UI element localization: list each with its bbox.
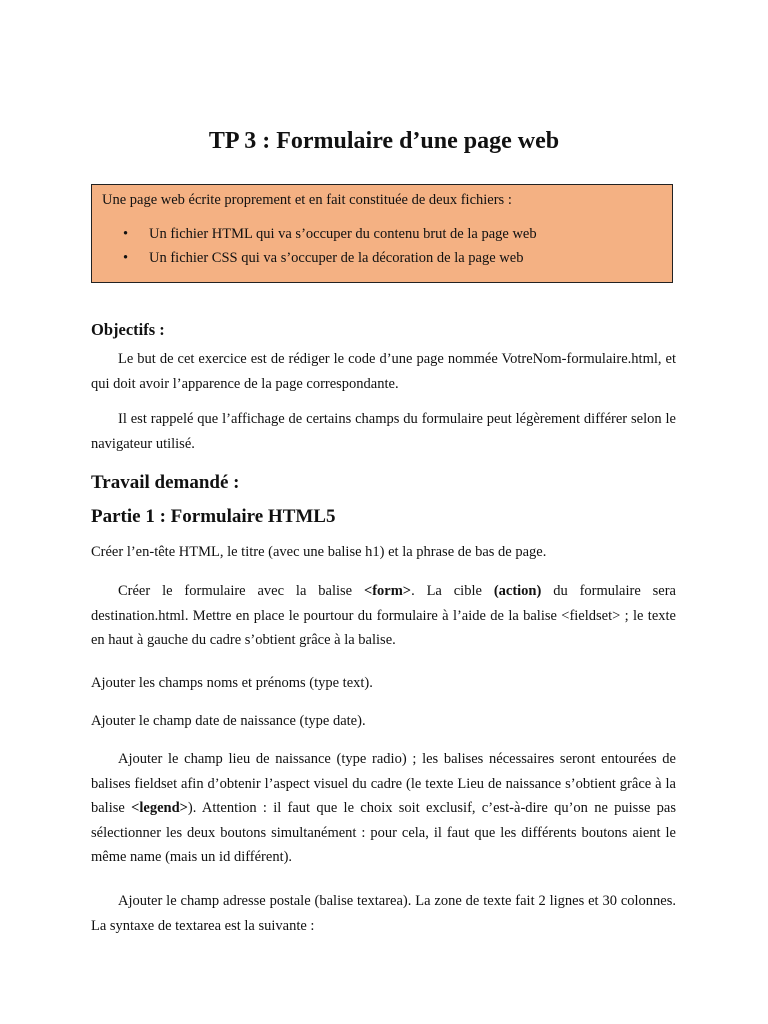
paragraph-lieu: [91, 747, 676, 870]
travail-heading: Travail demandé :: [91, 472, 240, 493]
bullet-text: Un fichier HTML qui va s’occuper du contenu brut de la page web: [149, 226, 537, 242]
objectifs-heading: Objectifs :: [91, 320, 165, 339]
bullet-text: Un fichier CSS qui va s’occuper de la décoration de la page web: [149, 250, 524, 266]
info-box-bullet: [123, 248, 523, 268]
info-box: [91, 184, 673, 283]
paragraph-date: Ajouter le champ date de naissance (type date).: [91, 713, 366, 729]
objectifs-paragraph-1: Le but de cet exercice est de rédiger le code d’une page nommée VotreNom-formulaire.html, et qui doit avoir l’apparence de la page correspondante.: [91, 351, 676, 392]
objectifs-paragraph-2: Il est rappelé que l’affichage de certains champs du formulaire peut légèrement différer selon le navigateur utilisé.: [91, 411, 676, 452]
text-run: Ajouter le champ lieu de naissance (type radio) ; les balises nécessaires seront entourées de balises fieldset afin d’obtenir l’aspect visuel du cadre (le texte Lieu de naissance s’obtient grâce à la balise: [91, 751, 676, 816]
paragraph-noms: Ajouter les champs noms et prénoms (type text).: [91, 675, 373, 691]
paragraph-entete: Créer l’en-tête HTML, le titre (avec une balise h1) et la phrase de bas de page.: [91, 544, 547, 560]
text-run: . La cible: [411, 583, 494, 599]
page-title: TP 3 : Formulaire d’une page web: [208, 128, 560, 154]
partie-heading: Partie 1 : Formulaire HTML5: [91, 506, 336, 527]
paragraph-adresse: Ajouter le champ adresse postale (balise textarea). La zone de texte fait 2 lignes et 30 colonnes. La syntaxe de textarea est la suivante :: [91, 893, 676, 934]
bold-run: (action): [493, 583, 542, 599]
text-run: ). Attention : il faut que le choix soit exclusif, c’est-à-dire qu’on ne puisse pas sélectionner les deux boutons simultanément : pour cela, il faut que les différents boutons aient le même name (mais un id différent).: [91, 800, 677, 865]
paragraph-formulaire: [91, 579, 676, 653]
bullet-icon: •: [123, 250, 129, 266]
info-box-intro: Une page web écrite proprement et en fait constituée de deux fichiers :: [102, 192, 512, 208]
bold-run: <form>: [363, 583, 412, 599]
info-box-bullet: [123, 224, 537, 244]
text-run: Créer le formulaire avec la balise: [118, 583, 364, 599]
bold-run: <legend>: [131, 800, 188, 816]
bullet-icon: •: [123, 226, 129, 242]
text-run: du formulaire sera destination.html. Mettre en place le pourtour du formulaire à l’aide de la balise <fieldset> ; le texte en haut à gauche du cadre s’obtient grâce à la balise.: [91, 583, 676, 648]
